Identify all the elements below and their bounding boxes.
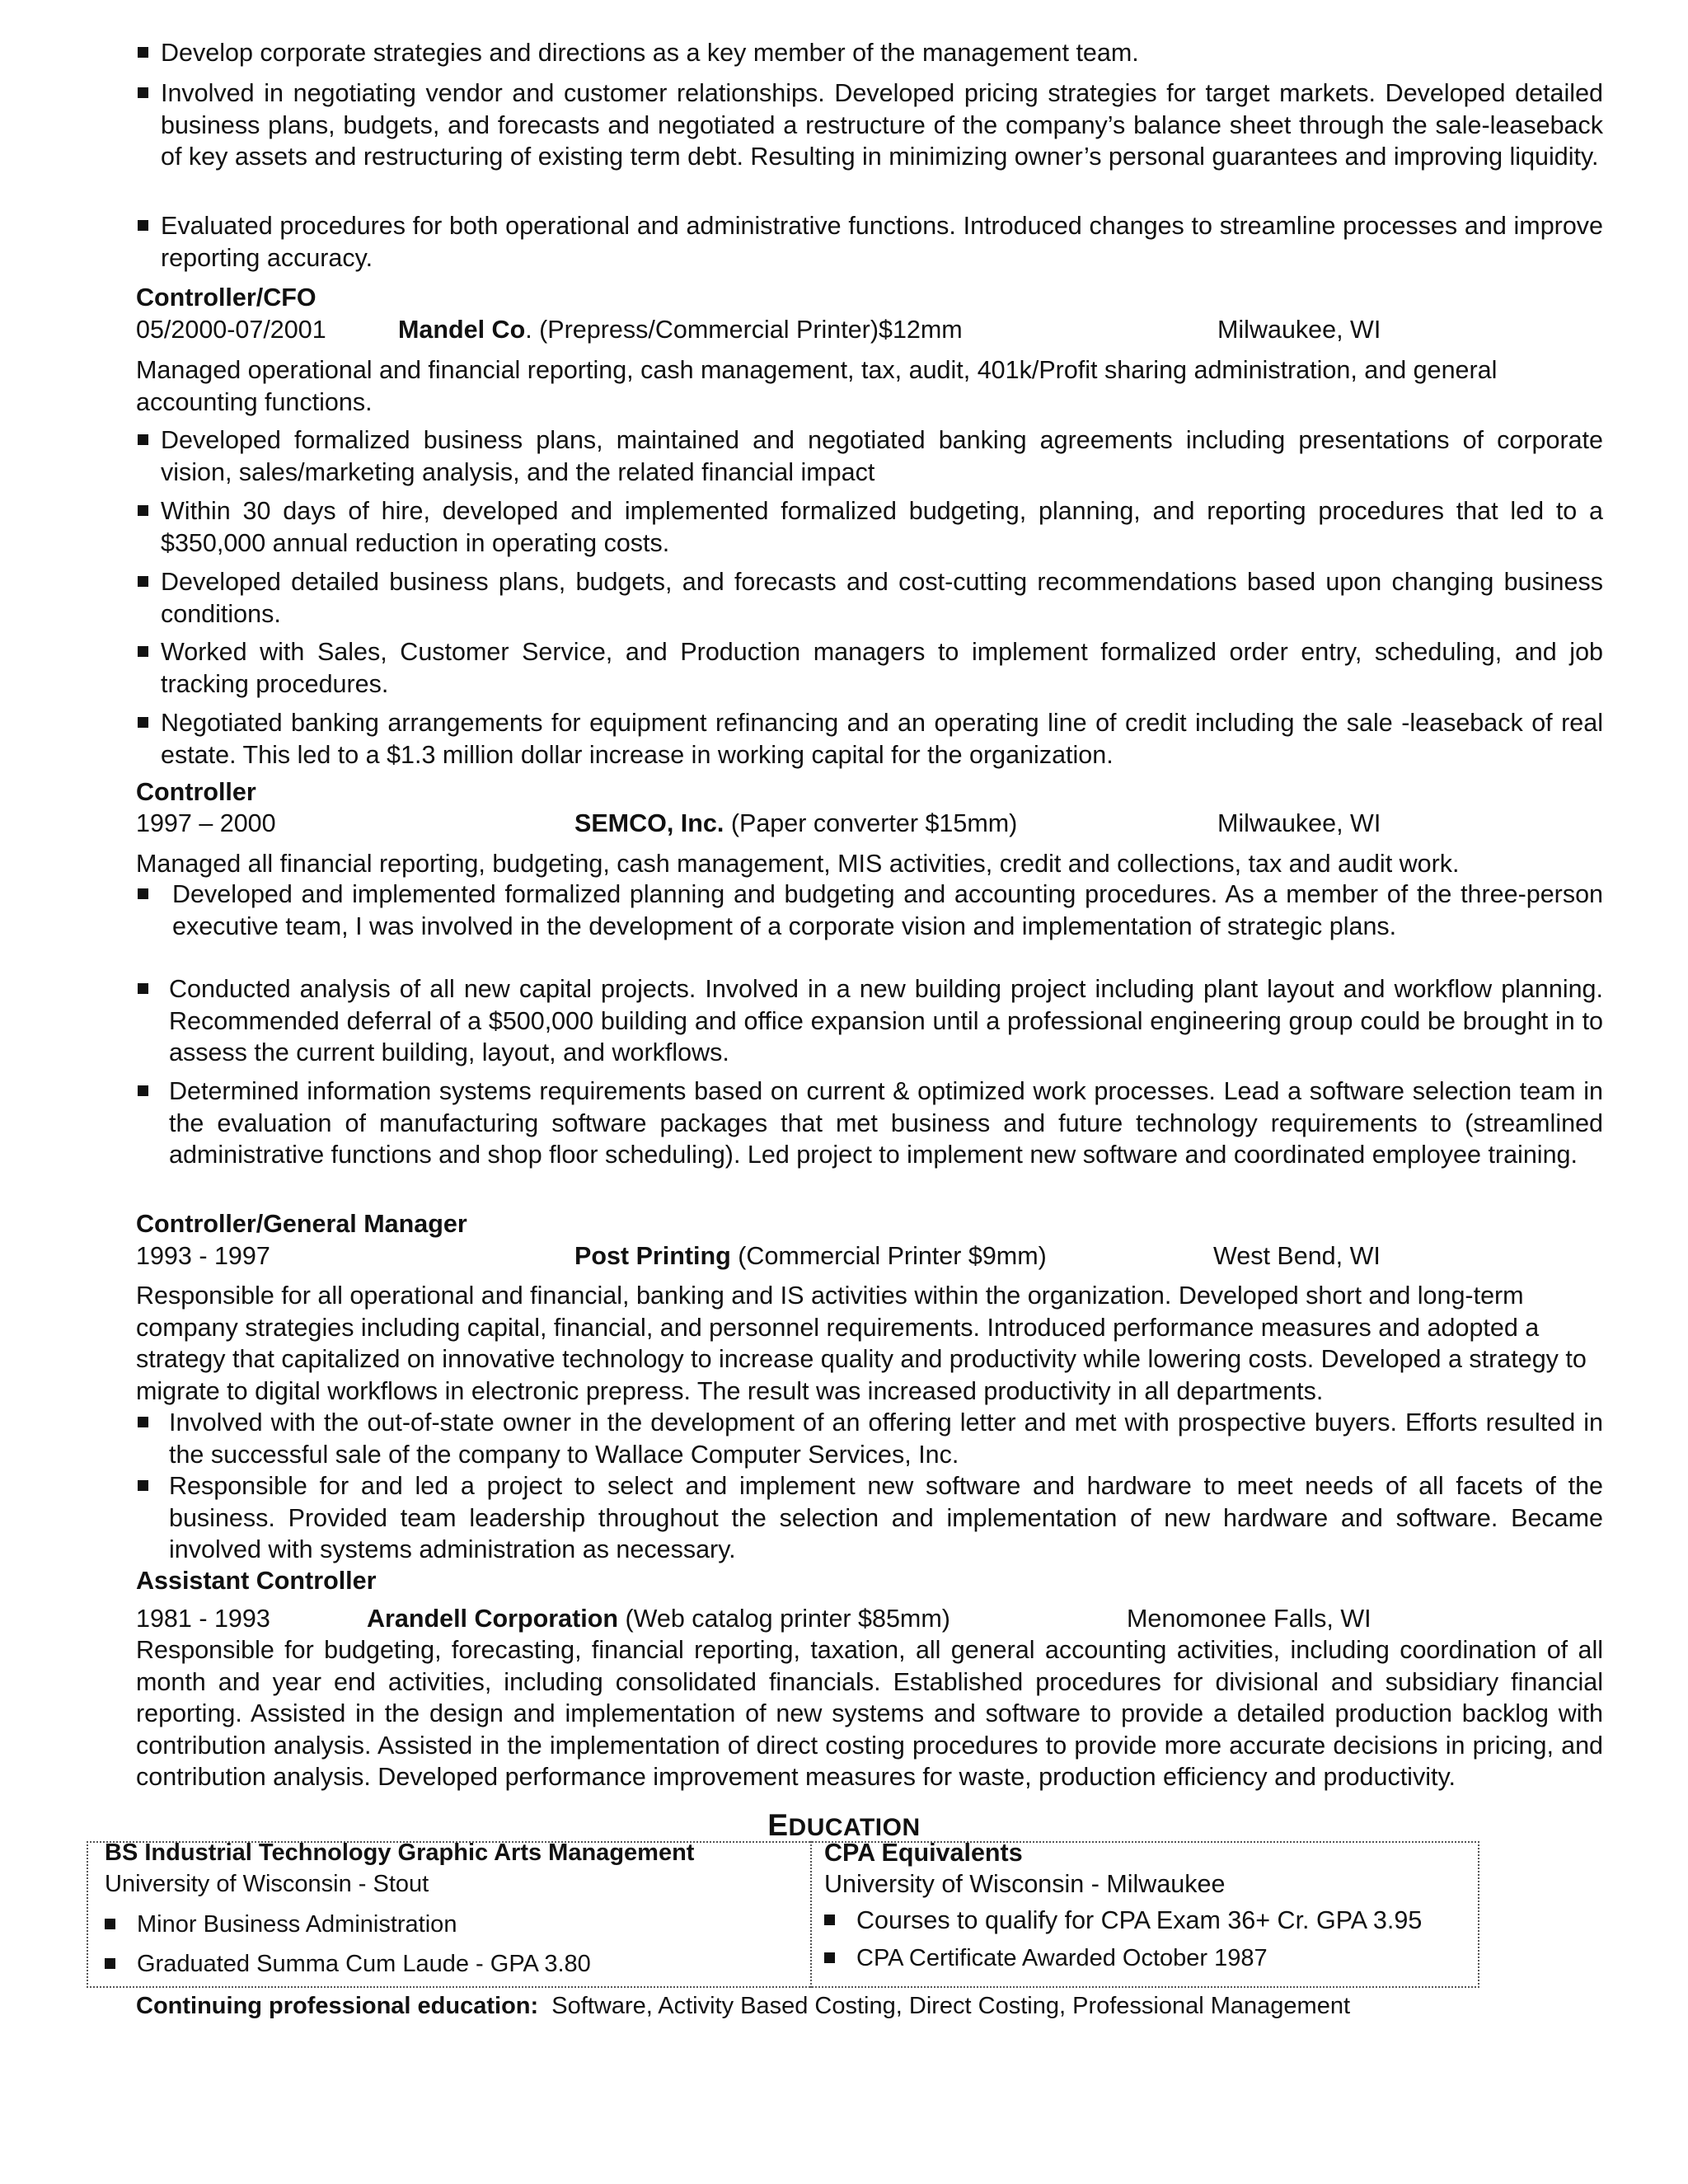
bullet-square-icon — [138, 717, 148, 728]
job-summary: Managed all financial reporting, budgeting, cash management, MIS activities, credit and collections, tax and audit work. — [136, 850, 1460, 878]
bullet-square-icon — [138, 220, 148, 231]
job-title: Controller/General Manager — [136, 1210, 467, 1238]
job-dates: 05/2000-07/2001 — [136, 316, 326, 344]
bullet-square-icon — [138, 47, 148, 58]
job-bullet: Determined information systems requirements based on current & optimized work processes. Lead a software selection team in the evaluation of manufacturing software packages that met business and future technology requirements to (streamlined administrative functions and shop floor scheduling). Led project to implement new software and coordinated employee training. — [136, 1076, 1603, 1171]
bullet-square-icon — [105, 1958, 115, 1969]
job-title: Controller — [136, 778, 256, 806]
bullet-square-icon — [138, 983, 148, 994]
job-location: Milwaukee, WI — [1217, 316, 1381, 344]
job-location: Menomonee Falls, WI — [1127, 1605, 1372, 1633]
job-bullet: Responsible for and led a project to select and implement new software and hardware to meet needs of all facets of the business. Provided team leadership throughout the selection and implementation of new hardware and software. Became involved with systems administration as necessary. — [136, 1470, 1603, 1566]
job-bullet: Developed and implemented formalized planning and budgeting and accounting procedures. As a member of the three-person executive team, I was involved in the development of a corporate vision and implementation of strategic plans. — [136, 879, 1603, 942]
bullet-square-icon — [138, 1085, 148, 1096]
job-company: Arandell Corporation (Web catalog printer $85mm) — [367, 1605, 950, 1633]
intro-bullet: Involved in negotiating vendor and customer relationships. Developed pricing strategies for target markets. Developed detailed business plans, budgets, and forecasts and negotiated a restructure of the company’s balance sheet through the sale-leaseback of key assets and restructuring of existing term debt. Resulting in minimizing owner’s personal guarantees and improving liquidity. — [136, 77, 1603, 173]
bullet-square-icon — [138, 1480, 148, 1491]
job-dates: 1981 - 1993 — [136, 1605, 270, 1633]
education-item: Courses to qualify for CPA Exam 36+ Cr. GPA 3.95 — [824, 1905, 1422, 1937]
bullet-square-icon — [138, 434, 148, 445]
job-header-row — [136, 1603, 1620, 1634]
job-bullet: Developed formalized business plans, maintained and negotiated banking agreements including presentations of corporate vision, sales/marketing analysis, and the related financial impact — [136, 424, 1603, 488]
job-title: Controller/CFO — [136, 284, 316, 312]
job-summary: Responsible for all operational and financial, banking and IS activities within the organization. Developed short and long-term company strategies including capital, financial, and personnel requirements. Introduced performance measures and adopted a strategy that capitalized on innovative technology to increase quality and productivity while lowering costs. Developed a strategy to migrate to digital workflows in electronic prepress. The result was increased productivity in all departments. — [136, 1282, 1587, 1405]
job-location: West Bend, WI — [1213, 1242, 1381, 1270]
job-header-row — [136, 1240, 1620, 1272]
job-bullet: Within 30 days of hire, developed and implemented formalized budgeting, planning, and reporting procedures that led to a $350,000 annual reduction in operating costs. — [136, 495, 1603, 559]
intro-bullet: Develop corporate strategies and directions as a key member of the management team. — [136, 37, 1603, 69]
job-company: SEMCO, Inc. (Paper converter $15mm) — [574, 809, 1018, 837]
bullet-square-icon — [138, 576, 148, 587]
bullet-square-icon — [824, 1915, 835, 1925]
education-degree-right: CPA Equivalents — [824, 1839, 1023, 1867]
education-school-right: University of Wisconsin - Milwaukee — [824, 1870, 1226, 1898]
job-bullet: Negotiated banking arrangements for equipment refinancing and an operating line of credit including the sale -leaseback of real estate. This led to a $1.3 million dollar increase in working capital for the organization. — [136, 707, 1603, 771]
bullet-square-icon — [824, 1952, 835, 1963]
job-location: Milwaukee, WI — [1217, 809, 1381, 837]
job-company: Mandel Co. (Prepress/Commercial Printer)$12mm — [398, 316, 963, 344]
job-summary: Managed operational and financial reporting, cash management, tax, audit, 401k/Profit sharing administration, and general accounting functions. — [136, 356, 1498, 416]
education-table-divider — [810, 1841, 812, 1988]
job-header-row — [136, 808, 1620, 839]
job-bullet: Conducted analysis of all new capital projects. Involved in a new building project including plant layout and workflow planning. Recommended deferral of a $500,000 building and office expansion until a professional engineering group could be brought in to assess the current building, layout, and workflows. — [136, 973, 1603, 1069]
intro-bullet: Evaluated procedures for both operational and administrative functions. Introduced changes to streamline processes and improve reporting accuracy. — [136, 210, 1603, 274]
education-item: CPA Certificate Awarded October 1987 — [824, 1943, 1268, 1975]
job-bullet: Developed detailed business plans, budgets, and forecasts and cost-cutting recommendations based upon changing business conditions. — [136, 566, 1603, 630]
job-bullet: Involved with the out-of-state owner in the development of an offering letter and met with prospective buyers. Efforts resulted in the successful sale of the company to Wallace Computer Services, Inc. — [136, 1407, 1603, 1470]
bullet-square-icon — [138, 1417, 148, 1427]
continuing-education: Continuing professional education: Software, Activity Based Costing, Direct Costing, Professional Management — [136, 1993, 1351, 2019]
job-summary: Responsible for budgeting, forecasting, financial reporting, taxation, all general accounting activities, including coordination of all month and year end activities, including consolidated financials. Established procedures for divisional and subsidiary financial reporting. Assisted in the design and implementation of new systems and software to provide a detailed production backlog with contribution analysis. Assisted in the implementation of direct costing procedures to provide more accurate decisions in pricing, and contribution analysis. Developed performance improvement measures for waste, production efficiency and productivity. — [136, 1636, 1603, 1791]
job-title: Assistant Controller — [136, 1567, 377, 1595]
education-school-left: University of Wisconsin - Stout — [105, 1871, 429, 1897]
job-dates: 1993 - 1997 — [136, 1242, 270, 1270]
job-company: Post Printing (Commercial Printer $9mm) — [574, 1242, 1047, 1270]
bullet-square-icon — [138, 505, 148, 516]
job-dates: 1997 – 2000 — [136, 809, 276, 837]
bullet-square-icon — [138, 646, 148, 657]
education-item: Minor Business Administration — [105, 1909, 457, 1941]
education-degree-left: BS Industrial Technology Graphic Arts Management — [105, 1840, 695, 1866]
bullet-square-icon — [105, 1919, 115, 1929]
bullet-square-icon — [138, 87, 148, 98]
job-bullet: Worked with Sales, Customer Service, and Production managers to implement formalized order entry, scheduling, and job tracking procedures. — [136, 636, 1603, 700]
job-header-row — [136, 314, 1620, 345]
education-item: Graduated Summa Cum Laude - GPA 3.80 — [105, 1948, 591, 1980]
education-heading: EDUCATION — [767, 1808, 921, 1842]
bullet-square-icon — [138, 888, 148, 899]
